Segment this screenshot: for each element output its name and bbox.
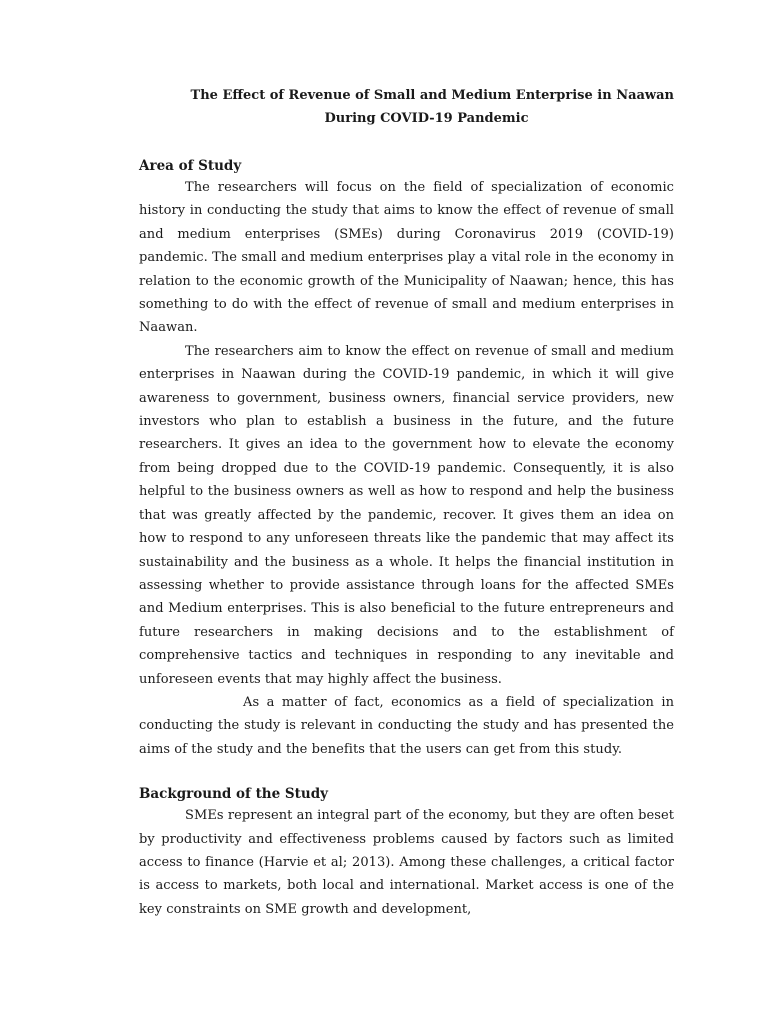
document-page	[139, 84, 674, 921]
paragraph: The researchers aim to know the effect on revenue of small and medium enterprises in Naawan during the COVID-19 pandemic, in which it will give awareness to government, business owners, financial service providers, new investors who plan to establish a business in the future, and the future researchers. It gives an idea to the government how to elevate the economy from being dropped due to the COVID-19 pandemic. Consequently, it is also helpful to the business owners as well as how to respond and help the business that was greatly affected by the pandemic, recover. It gives them an idea on how to respond to any unforeseen threats like the pandemic that may affect its sustainability and the business as a whole. It helps the financial institution in assessing whether to provide assistance through loans for the affected SMEs and Medium enterprises. This is also beneficial to the future entrepreneurs and future researchers in making decisions and to the establishment of comprehensive tactics and techniques in responding to any inevitable and unforeseen events that may highly affect the business.	[139, 343, 674, 687]
section-heading: Background of the Study	[139, 786, 328, 803]
title-line-2: During COVID-19 Pandemic	[324, 111, 529, 126]
section-heading: Area of Study	[139, 158, 242, 174]
section-background-of-study	[139, 784, 674, 921]
paragraph: SMEs represent an integral part of the economy, but they are often beset by productivity and effectiveness problems caused by factors such as limited access to finance (Harvie et al; 2013). Among these challenges, a critical factor is access to markets, both local and international. Market access is one of the key constraints on SME growth and development,	[139, 808, 674, 917]
section-area-of-study	[139, 156, 674, 761]
paragraph: The researchers will focus on the field of specialization of economic history in conducting the study that aims to know the effect of revenue of small and medium enterprises (SMEs) during Coronavirus 2019 (COVID-19) pandemic. The small and medium enterprises play a vital role in the economy in relation to the economic growth of the Municipality of Naawan; hence, this has something to do with the effect of revenue of small and medium enterprises in Naawan.	[139, 180, 674, 336]
paragraph: As a matter of fact, economics as a field of specialization in conducting the study is relevant in conducting the study and has presented the aims of the study and the benefits that the users can get from this study.	[139, 694, 674, 757]
document-title	[139, 84, 674, 130]
title-line-1: The Effect of Revenue of Small and Medium Enterprise in Naawan	[190, 88, 674, 103]
